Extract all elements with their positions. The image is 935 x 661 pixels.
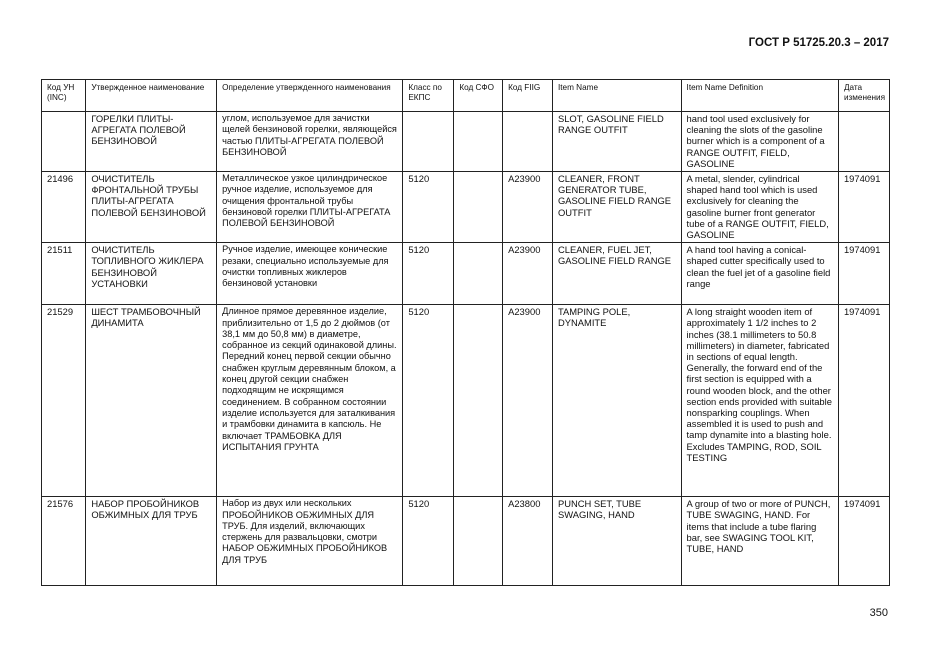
cell-cfo [454, 172, 503, 243]
table-row [42, 497, 890, 586]
cell-code: 21576 [42, 497, 86, 586]
cell-item-definition: A group of two or more of PUNCH, TUBE SWAGING, HAND. For items that include a tube flaring bar, see SWAGING TOOL KIT, TUBE, HAND [681, 497, 838, 586]
cell-class [403, 112, 454, 172]
cell-item-name: TAMPING POLE, DYNAMITE [552, 305, 681, 497]
cell-fiig [503, 112, 553, 172]
table-header-row [42, 80, 890, 112]
cell-code: 21511 [42, 243, 86, 305]
cell-name: ОЧИСТИТЕЛЬ ТОПЛИВНОГО ЖИКЛЕРА БЕНЗИНОВОЙ УСТАНОВКИ [86, 243, 217, 305]
cell-cfo [454, 497, 503, 586]
cell-class: 5120 [403, 243, 454, 305]
cell-fiig: A23900 [503, 305, 553, 497]
cell-fiig: A23900 [503, 172, 553, 243]
cell-item-definition: A metal, slender, cylindrical shaped hand tool which is used exclusively for cleaning the gasoline burner front generator tube of a RANGE OUTFIT, FIELD, GASOLINE [681, 172, 838, 243]
cell-definition: Длинное прямое деревянное изделие, приблизительно от 1,5 до 2 дюймов (от 38,1 мм до 50,8 мм) в диаметре, собранное из секций одинаковой длины. Передний конец первой секции обычно снабжен круглым деревянным блоком, а конец другой секции снабжен подходящим не искрящимся соединением. В собранном состоянии изделие используется для заталкивания и трамбовки динамита в капсюль. Не включает ТРАМБОВКА ДЛЯ ИСПЫТАНИЯ ГРУНТА [217, 305, 403, 497]
column-header-code: Код УН (INC) [42, 80, 86, 112]
cell-date: 1974091 [838, 497, 889, 586]
cell-class: 5120 [403, 497, 454, 586]
cell-item-name: PUNCH SET, TUBE SWAGING, HAND [552, 497, 681, 586]
cell-cfo [454, 112, 503, 172]
cell-item-name: CLEANER, FUEL JET, GASOLINE FIELD RANGE [552, 243, 681, 305]
cell-code: 21529 [42, 305, 86, 497]
column-header-date: Дата изменения [838, 80, 889, 112]
column-header-class: Класс по ЕКПС [403, 80, 454, 112]
cell-definition: углом, используемое для зачистки щелей бензиновой горелки, являющейся частью ПЛИТЫ-АГРЕГАТА ПОЛЕВОЙ БЕНЗИНОВОЙ [217, 112, 403, 172]
cell-name: ОЧИСТИТЕЛЬ ФРОНТАЛЬНОЙ ТРУБЫ ПЛИТЫ-АГРЕГАТА ПОЛЕВОЙ БЕНЗИНОВОЙ [86, 172, 217, 243]
column-header-name: Утвержденное наименование [86, 80, 217, 112]
cell-date: 1974091 [838, 243, 889, 305]
cell-code: 21496 [42, 172, 86, 243]
column-header-item-name: Item Name [552, 80, 681, 112]
cell-item-definition: hand tool used exclusively for cleaning the slots of the gasoline burner which is a component of a RANGE OUTFIT, FIELD, GASOLINE [681, 112, 838, 172]
cell-item-definition: A hand tool having a conical-shaped cutter specifically used to clean the fuel jet of a gasoline field range [681, 243, 838, 305]
cell-definition: Ручное изделие, имеющее конические резаки, специально используемые для очистки топливных жиклеров бензиновой установки [217, 243, 403, 305]
document-header: ГОСТ Р 51725.20.3 – 2017 [748, 37, 889, 49]
cell-class: 5120 [403, 172, 454, 243]
cell-name: ШЕСТ ТРАМБОВОЧНЫЙ ДИНАМИТА [86, 305, 217, 497]
table-row [42, 305, 890, 497]
table-row [42, 243, 890, 305]
column-header-item-definition: Item Name Definition [681, 80, 838, 112]
cell-cfo [454, 243, 503, 305]
column-header-definition: Определение утвержденного наименования [217, 80, 403, 112]
cell-item-name: SLOT, GASOLINE FIELD RANGE OUTFIT [552, 112, 681, 172]
table-row [42, 172, 890, 243]
cell-date: 1974091 [838, 172, 889, 243]
cell-date: 1974091 [838, 305, 889, 497]
cell-code [42, 112, 86, 172]
cell-date [838, 112, 889, 172]
table-row [42, 112, 890, 172]
cell-item-name: CLEANER, FRONT GENERATOR TUBE, GASOLINE FIELD RANGE OUTFIT [552, 172, 681, 243]
catalog-table [41, 79, 890, 586]
column-header-cfo: Код СФО [454, 80, 503, 112]
cell-item-definition: A long straight wooden item of approximately 1 1/2 inches to 2 inches (38.1 millimeters to 50.8 millimeters) in diameter, fabricated in sections of equal length. Generally, the forward end of the first section is equipped with a round wooden block, and the other section ends provided with suitable nonsparking couplings. When assembled it is used to push and tamp dynamite into a blasting hole. Excludes TAMPING, ROD, SOIL TESTING [681, 305, 838, 497]
cell-definition: Набор из двух или нескольких ПРОБОЙНИКОВ ОБЖИМНЫХ ДЛЯ ТРУБ. Для изделий, включающих стержень для развальцовки, смотри НАБОР ОБЖИМНЫХ ПРОБОЙНИКОВ ДЛЯ ТРУБ [217, 497, 403, 586]
cell-definition: Металлическое узкое цилиндрическое ручное изделие, используемое для очищения фронтальной трубы бензиновой горелки ПЛИТЫ-АГРЕГАТА ПОЛЕВОЙ БЕНЗИНОВОЙ [217, 172, 403, 243]
cell-class: 5120 [403, 305, 454, 497]
cell-fiig: A23900 [503, 243, 553, 305]
cell-fiig: A23800 [503, 497, 553, 586]
column-header-fiig: Код FIIG [503, 80, 553, 112]
page-number: 350 [869, 607, 888, 619]
cell-cfo [454, 305, 503, 497]
cell-name: ГОРЕЛКИ ПЛИТЫ-АГРЕГАТА ПОЛЕВОЙ БЕНЗИНОВОЙ [86, 112, 217, 172]
cell-name: НАБОР ПРОБОЙНИКОВ ОБЖИМНЫХ ДЛЯ ТРУБ [86, 497, 217, 586]
